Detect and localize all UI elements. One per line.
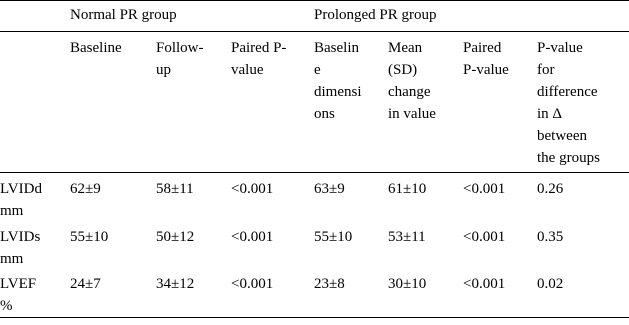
- table-cell: 62±9: [70, 181, 101, 197]
- col-header-paired-p-value-prolonged: Paired P-value: [463, 40, 509, 78]
- table-cell: 53±11: [388, 229, 426, 245]
- table-cell: <0.001: [231, 229, 274, 245]
- row-label: LVIDs mm: [0, 229, 41, 267]
- row-label: LVEF %: [0, 276, 37, 314]
- group-header-prolonged-pr: Prolonged PR group: [314, 7, 437, 23]
- table-cell: 30±10: [388, 276, 427, 292]
- rule-column-header: [0, 172, 629, 173]
- row-label: LVIDd mm: [0, 181, 42, 219]
- table-cell: 50±12: [156, 229, 195, 245]
- table-cell: 63±9: [314, 181, 345, 197]
- col-header-paired-p-value-normal: Paired P- value: [231, 40, 287, 78]
- table-cell: 0.26: [537, 181, 564, 197]
- group-header-normal-pr: Normal PR group: [70, 7, 177, 23]
- table-cell: <0.001: [463, 276, 506, 292]
- table-cell: 34±12: [156, 276, 195, 292]
- col-header-baseline-dimensions: Baselin e dimensi ons: [314, 40, 362, 122]
- table-cell: 0.02: [537, 276, 564, 292]
- col-header-mean-change: Mean (SD) change in value: [388, 40, 436, 122]
- table-cell: 24±7: [70, 276, 101, 292]
- table-cell: <0.001: [463, 181, 506, 197]
- col-header-follow-up: Follow- up: [156, 40, 204, 78]
- table-cell: 23±8: [314, 276, 345, 292]
- table-cell: <0.001: [463, 229, 506, 245]
- table-cell: <0.001: [231, 181, 274, 197]
- table-cell: 55±10: [314, 229, 353, 245]
- col-header-baseline: Baseline: [70, 40, 122, 56]
- table-cell: 0.35: [537, 229, 564, 245]
- col-header-p-value-difference: P-value for difference in Δ between the groups: [537, 40, 600, 166]
- table-cell: 58±11: [156, 181, 194, 197]
- rule-bottom: [0, 317, 629, 318]
- rule-group-header: [0, 31, 629, 32]
- table-cell: 55±10: [70, 229, 109, 245]
- table-cell: <0.001: [231, 276, 274, 292]
- rule-top: [0, 0, 629, 1]
- table-cell: 61±10: [388, 181, 427, 197]
